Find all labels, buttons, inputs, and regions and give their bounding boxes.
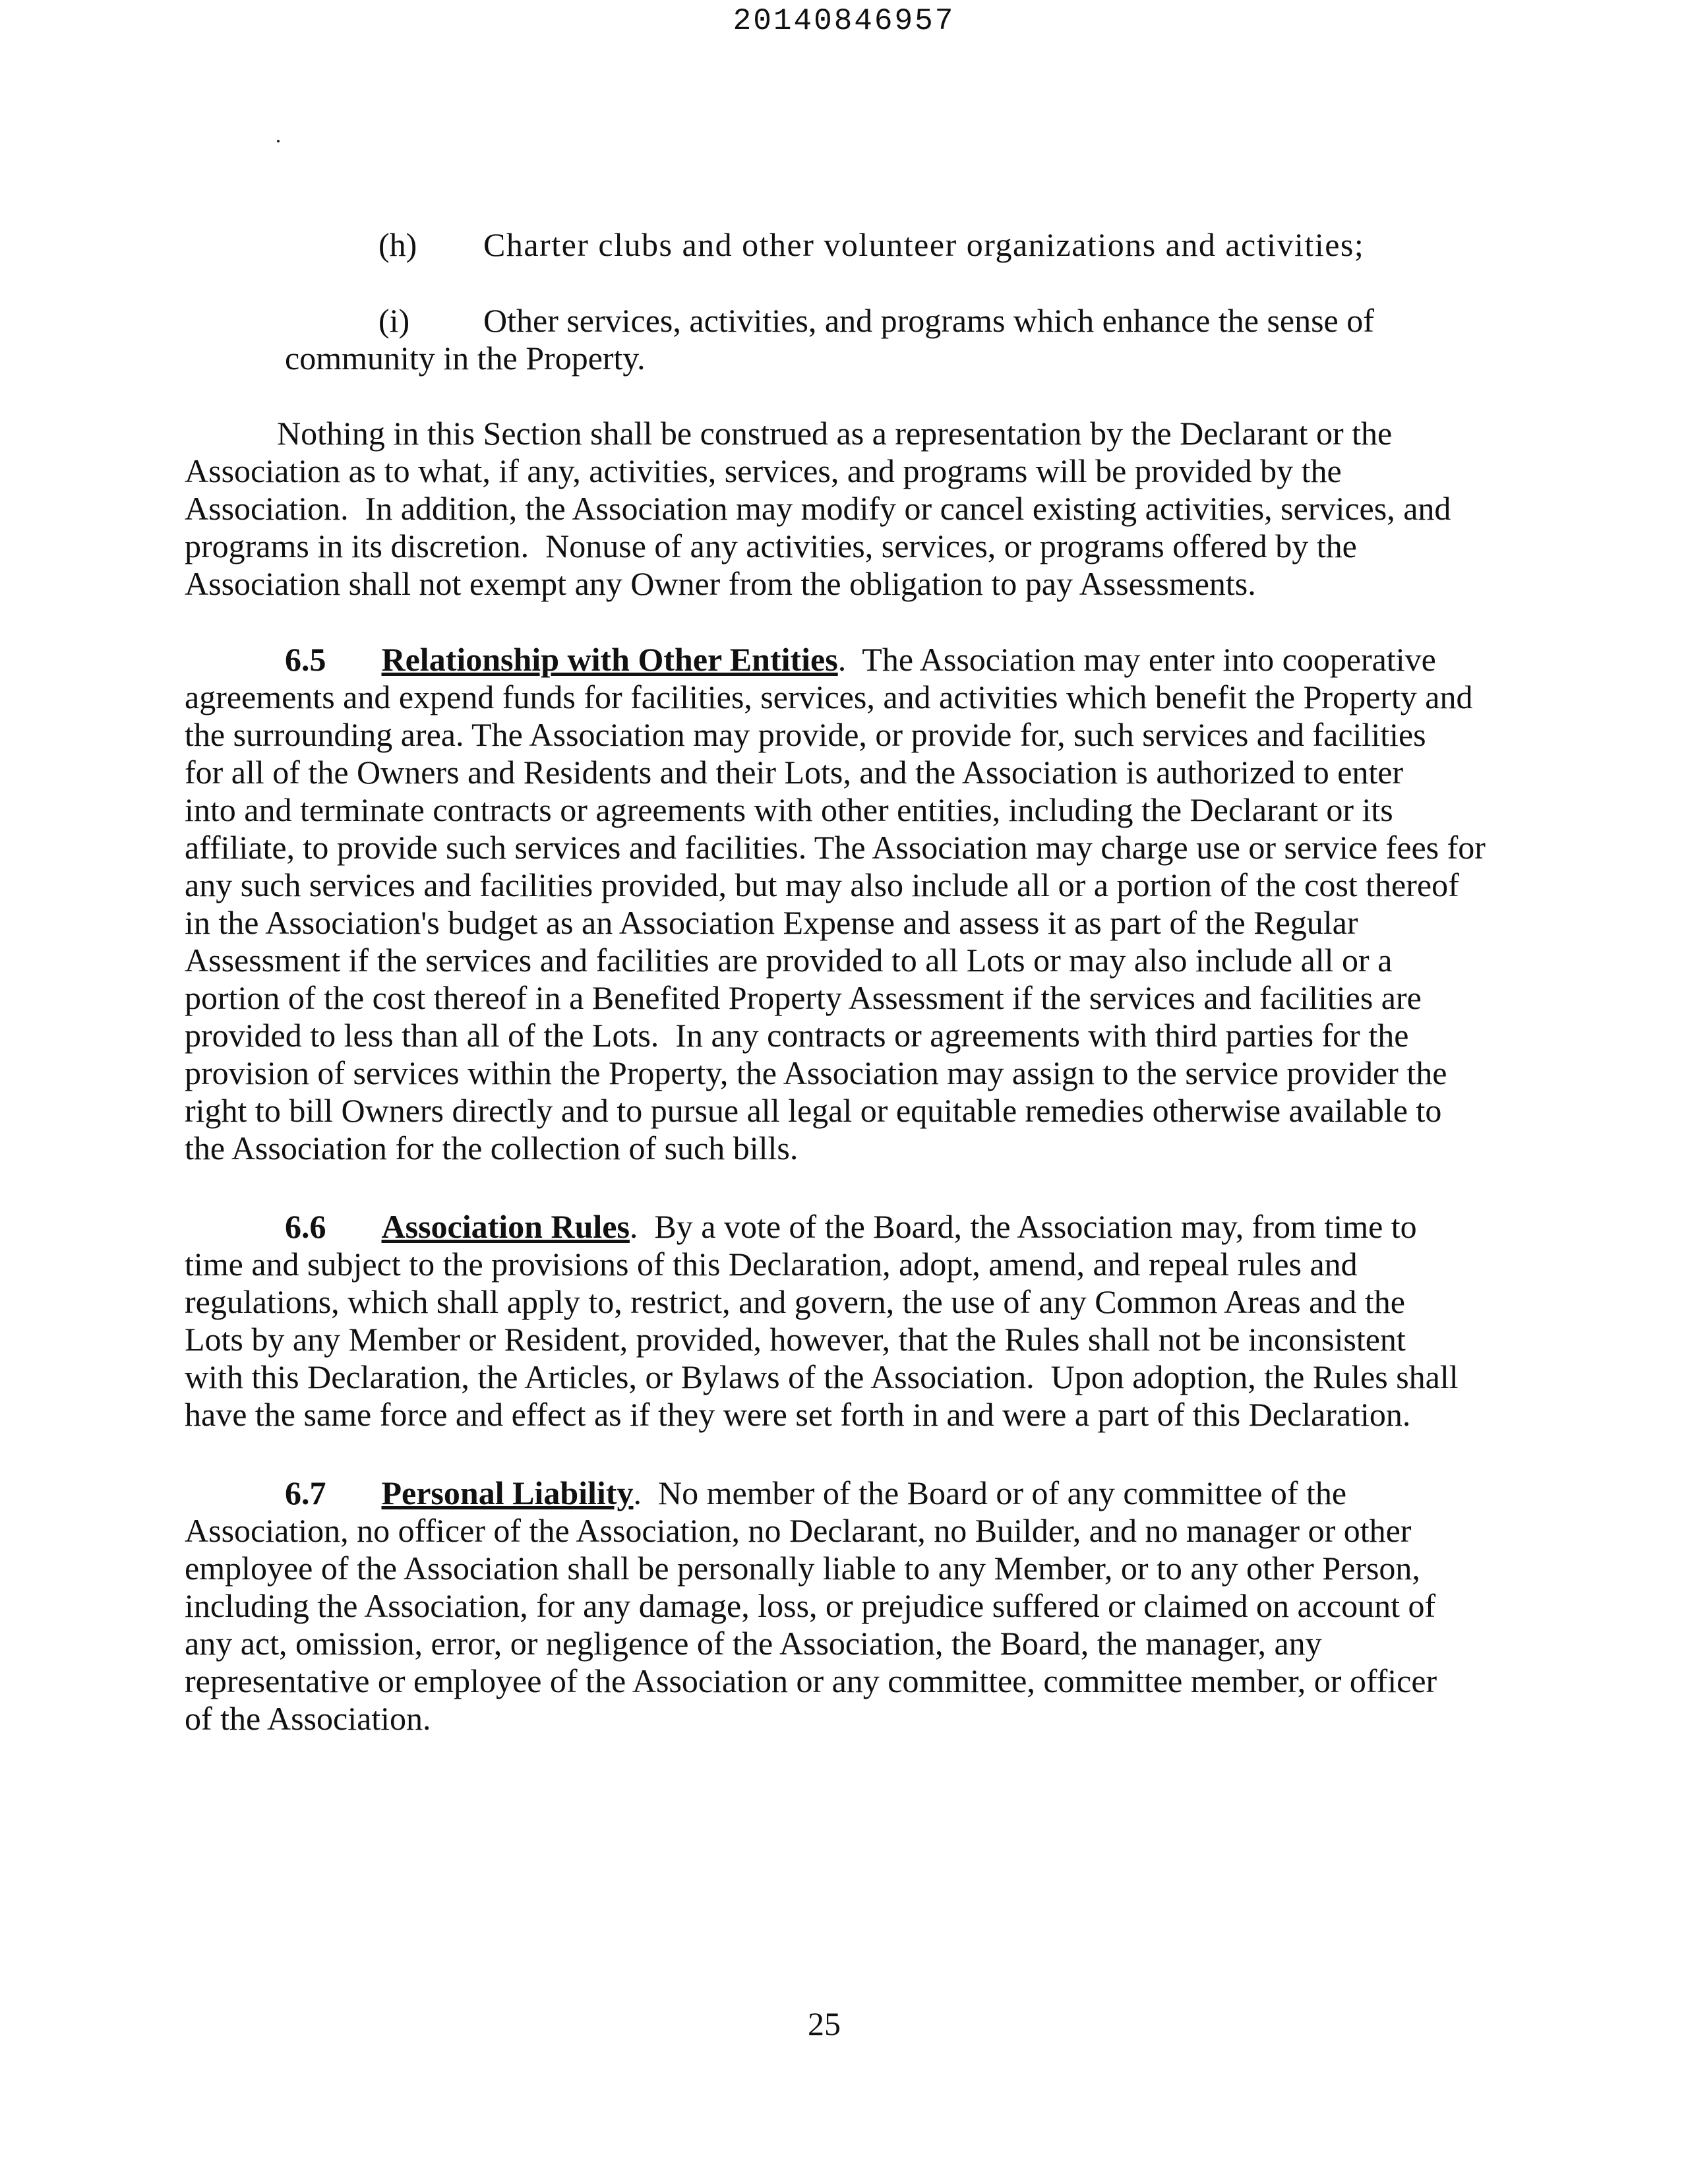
paragraph-line: programs in its discretion. Nonuse of any activities, services, or programs offered by the — [185, 528, 1357, 564]
section-line: of the Association. — [185, 1700, 431, 1737]
section-line: Assessment if the services and facilities are provided to all Lots or may also include all or a — [185, 942, 1393, 979]
section-text: . No member of the Board or of any committee of the — [633, 1474, 1347, 1511]
section-line: provision of services within the Property, the Association may assign to the service provider the — [185, 1054, 1447, 1091]
page-number: 25 — [808, 2005, 841, 2042]
section-title: Association Rules — [381, 1208, 630, 1245]
section-line: including the Association, for any damage, loss, or prejudice suffered or claimed on account of — [185, 1587, 1436, 1624]
section-line: portion of the cost thereof in a Benefited Property Assessment if the services and facilities are — [185, 979, 1422, 1016]
section-heading-line — [285, 1208, 1417, 1246]
list-item-h-text: Charter clubs and other volunteer organizations and activities; — [483, 226, 1365, 263]
document-number: 20140846957 — [733, 4, 955, 38]
section-line: provided to less than all of the Lots. In any contracts or agreements with third parties for the — [185, 1017, 1409, 1054]
section-line: representative or employee of the Association or any committee, committee member, or officer — [185, 1662, 1437, 1699]
section-line: Association, no officer of the Association, no Declarant, no Builder, and no manager or other — [185, 1512, 1412, 1549]
list-item-i-line: Other services, activities, and programs which enhance the sense of — [483, 302, 1374, 339]
section-line: regulations, which shall apply to, restrict, and govern, the use of any Common Areas and the — [185, 1283, 1405, 1320]
section-line: any act, omission, error, or negligence of the Association, the Board, the manager, any — [185, 1625, 1322, 1662]
section-number: 6.5 — [285, 641, 326, 678]
section-line: affiliate, to provide such services and facilities. The Association may charge use or service fees for — [185, 829, 1486, 866]
paragraph-line: Nothing in this Section shall be construed as a representation by the Declarant or the — [277, 415, 1393, 452]
paragraph-line: Association shall not exempt any Owner from the obligation to pay Assessments. — [185, 565, 1256, 602]
section-text: . The Association may enter into cooperative — [837, 641, 1436, 678]
list-marker-i: (i) — [378, 302, 410, 339]
scan-artifact-dot — [277, 140, 280, 142]
section-line: right to bill Owners directly and to pursue all legal or equitable remedies otherwise available to — [185, 1092, 1442, 1129]
section-heading-line — [285, 1474, 1346, 1512]
section-line: Lots by any Member or Resident, provided, however, that the Rules shall not be inconsistent — [185, 1321, 1406, 1358]
section-line: agreements and expend funds for facilities, services, and activities which benefit the Property and — [185, 679, 1473, 715]
section-title: Personal Liability — [381, 1474, 634, 1511]
section-heading-line — [285, 641, 1436, 679]
section-line: any such services and facilities provided, but may also include all or a portion of the cost thereof — [185, 866, 1459, 903]
section-line: with this Declaration, the Articles, or Bylaws of the Association. Upon adoption, the Rules shall — [185, 1358, 1459, 1395]
section-line: have the same force and effect as if they were set forth in and were a part of this Declaration. — [185, 1396, 1411, 1433]
section-title: Relationship with Other Entities — [381, 641, 838, 678]
list-marker-h: (h) — [378, 226, 417, 263]
list-item-i-line: community in the Property. — [285, 340, 646, 377]
section-line: the Association for the collection of such bills. — [185, 1130, 799, 1167]
section-line: into and terminate contracts or agreements with other entities, including the Declarant or its — [185, 791, 1393, 828]
section-number: 6.7 — [285, 1474, 326, 1511]
section-number: 6.6 — [285, 1208, 326, 1245]
section-line: time and subject to the provisions of this Declaration, adopt, amend, and repeal rules and — [185, 1246, 1358, 1283]
section-line: employee of the Association shall be personally liable to any Member, or to any other Person, — [185, 1550, 1420, 1587]
paragraph-line: Association. In addition, the Association may modify or cancel existing activities, services, and — [185, 490, 1451, 527]
section-line: the surrounding area. The Association may provide, or provide for, such services and facilities — [185, 716, 1426, 753]
section-line: for all of the Owners and Residents and their Lots, and the Association is authorized to enter — [185, 754, 1404, 791]
section-line: in the Association's budget as an Association Expense and assess it as part of the Regular — [185, 904, 1358, 941]
section-text: . By a vote of the Board, the Association may, from time to — [629, 1208, 1417, 1245]
paragraph-line: Association as to what, if any, activities, services, and programs will be provided by the — [185, 452, 1342, 489]
